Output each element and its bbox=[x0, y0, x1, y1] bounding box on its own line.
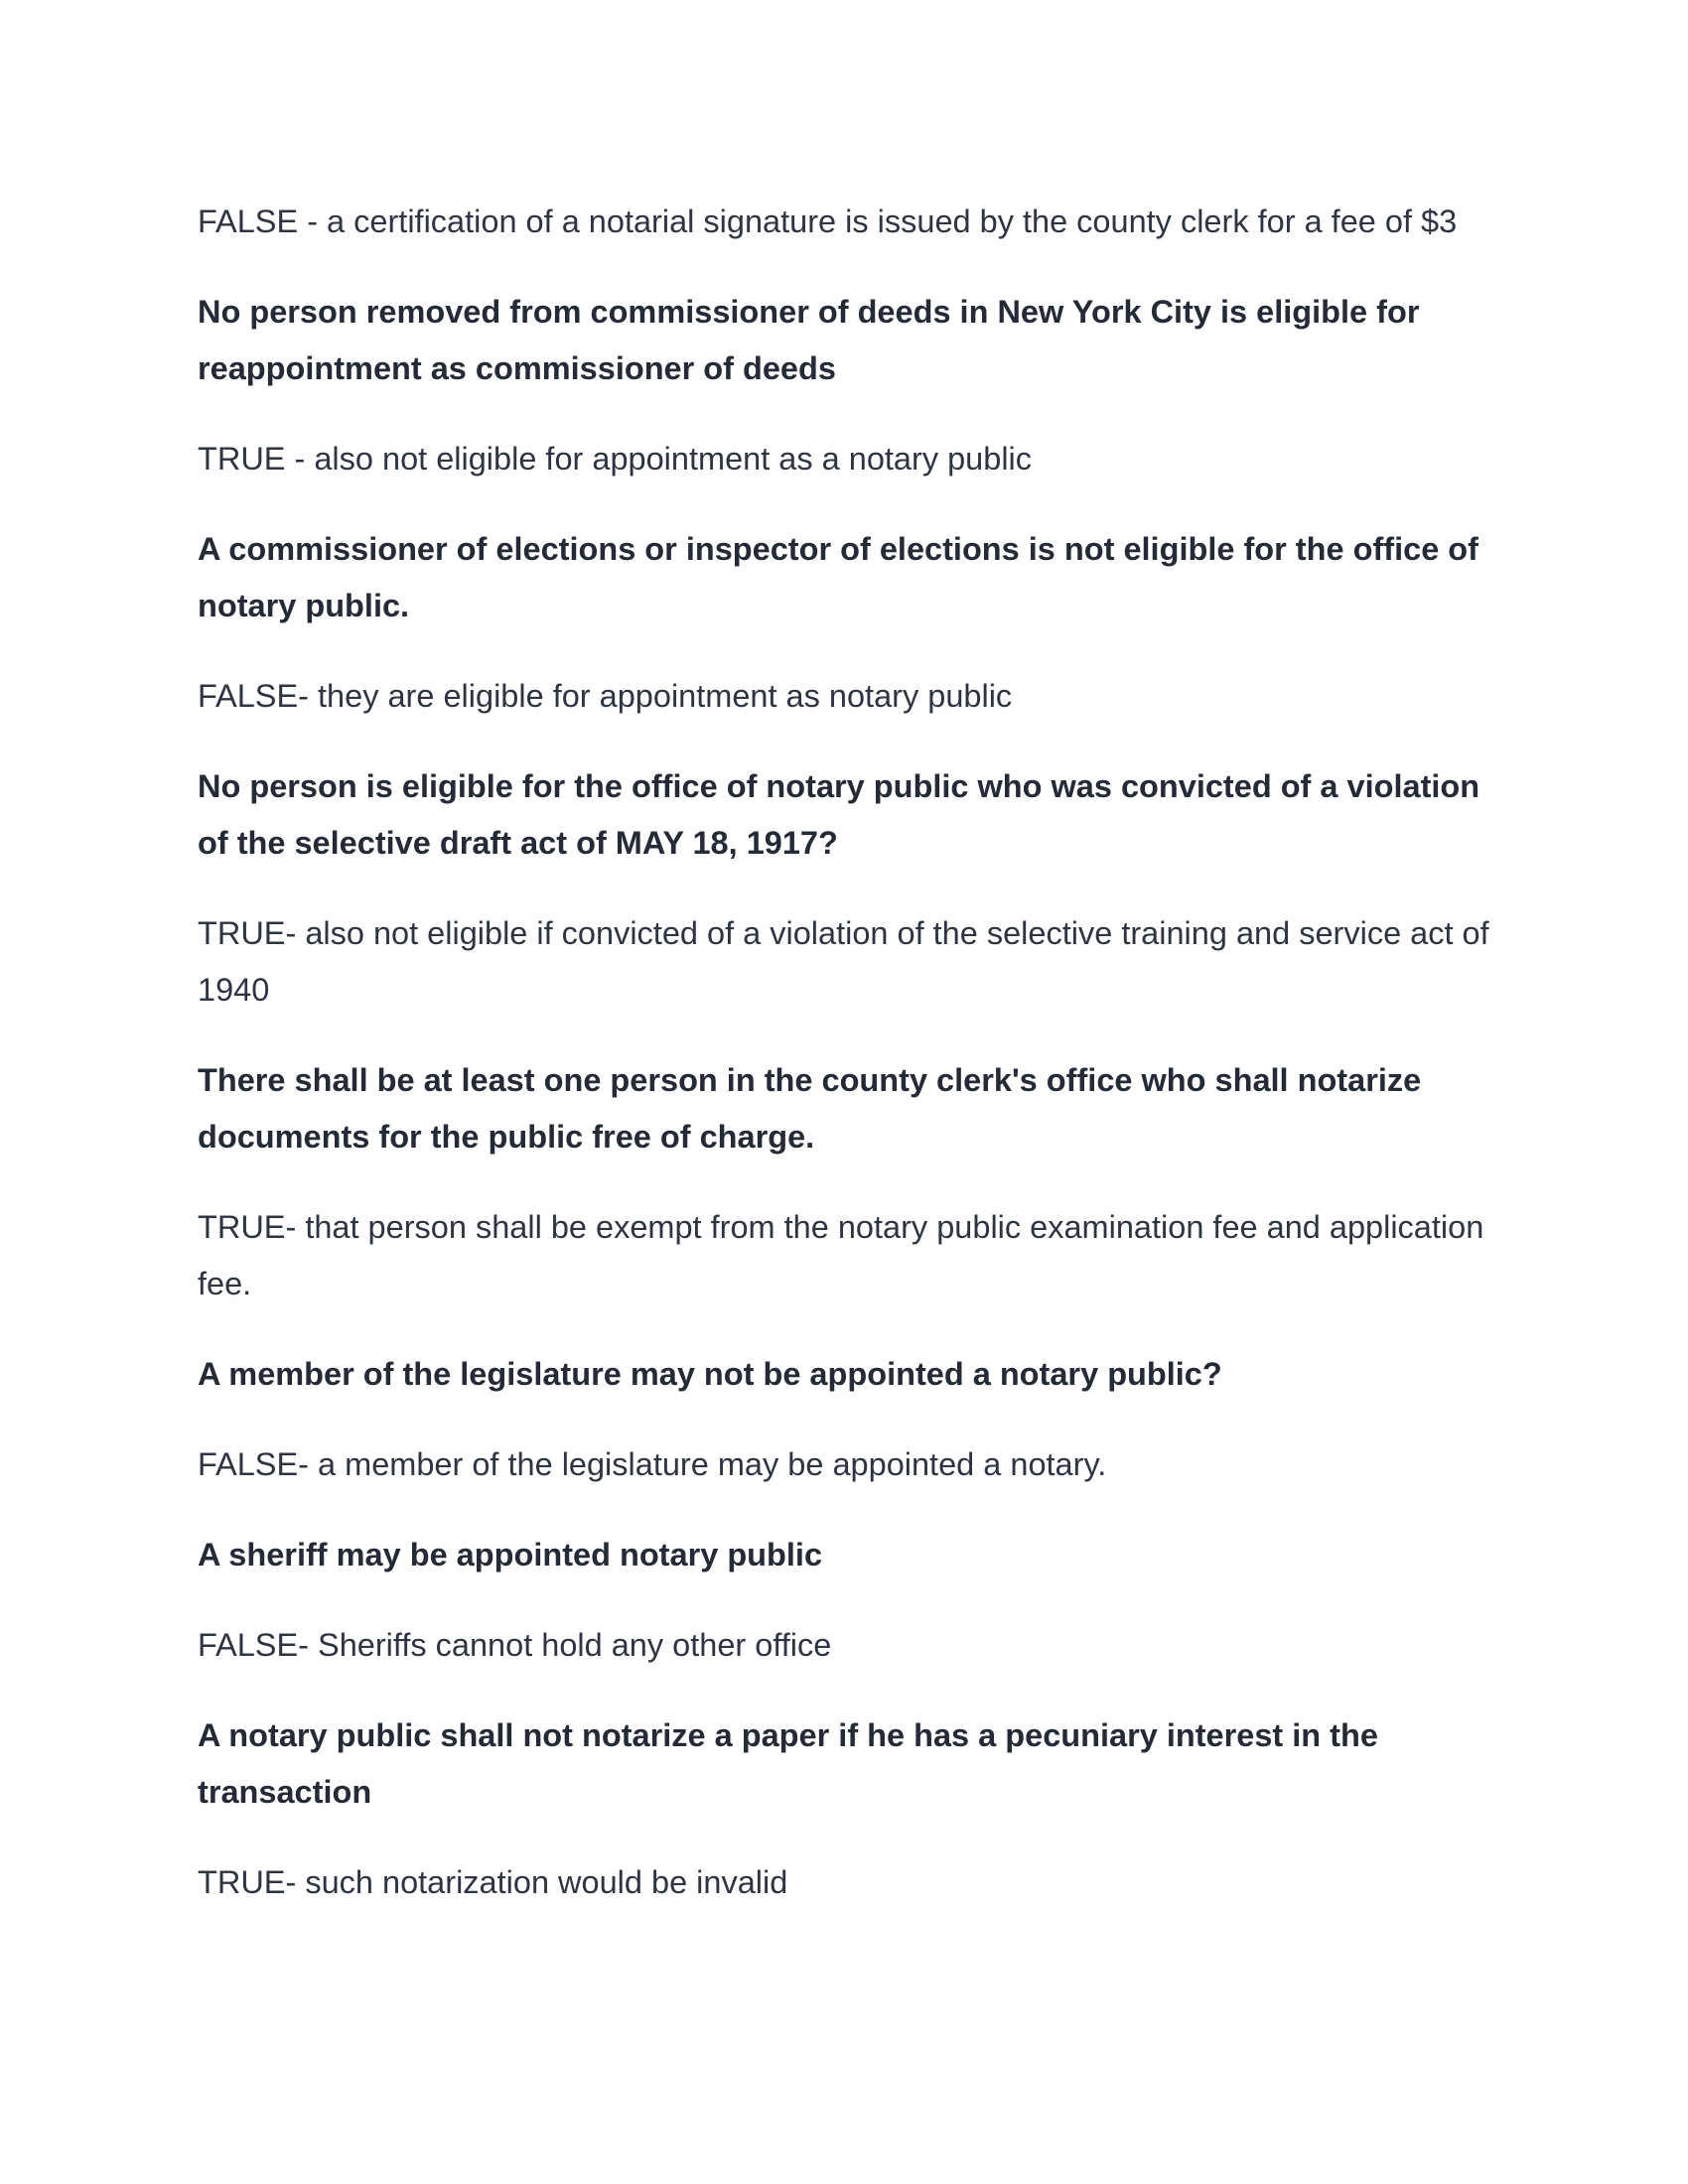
answer-text: TRUE- such notarization would be invalid bbox=[198, 1864, 788, 1900]
question-text: A commissioner of elections or inspector of elections is not eligible for the office of notary public. bbox=[198, 531, 1478, 623]
answer-text: FALSE- a member of the legislature may be appointed a notary. bbox=[198, 1446, 1107, 1482]
answer-text: TRUE- also not eligible if convicted of a violation of the selective training and service act of 1940 bbox=[198, 915, 1489, 1008]
question-text: A notary public shall not notarize a paper if he has a pecuniary interest in the transaction bbox=[198, 1717, 1378, 1810]
answer-text: FALSE - a certification of a notarial signature is issued by the county clerk for a fee of $3 bbox=[198, 204, 1458, 239]
document-page bbox=[198, 194, 1508, 1911]
answer-text: FALSE- they are eligible for appointment as notary public bbox=[198, 678, 1013, 714]
answer-text: TRUE- that person shall be exempt from the notary public examination fee and application fee. bbox=[198, 1209, 1484, 1301]
question-text: A member of the legislature may not be appointed a notary public? bbox=[198, 1356, 1222, 1392]
question-text: No person is eligible for the office of notary public who was convicted of a violation of the selective draft act of MAY 18, 1917? bbox=[198, 768, 1480, 861]
question-text: There shall be at least one person in the county clerk's office who shall notarize documents for the public free of charge. bbox=[198, 1062, 1422, 1155]
answer-text: FALSE- Sheriffs cannot hold any other office bbox=[198, 1627, 832, 1663]
question-text: No person removed from commissioner of deeds in New York City is eligible for reappointment as commissioner of deeds bbox=[198, 294, 1420, 386]
question-text: A sheriff may be appointed notary public bbox=[198, 1537, 823, 1572]
answer-text: TRUE - also not eligible for appointment as a notary public bbox=[198, 441, 1033, 477]
